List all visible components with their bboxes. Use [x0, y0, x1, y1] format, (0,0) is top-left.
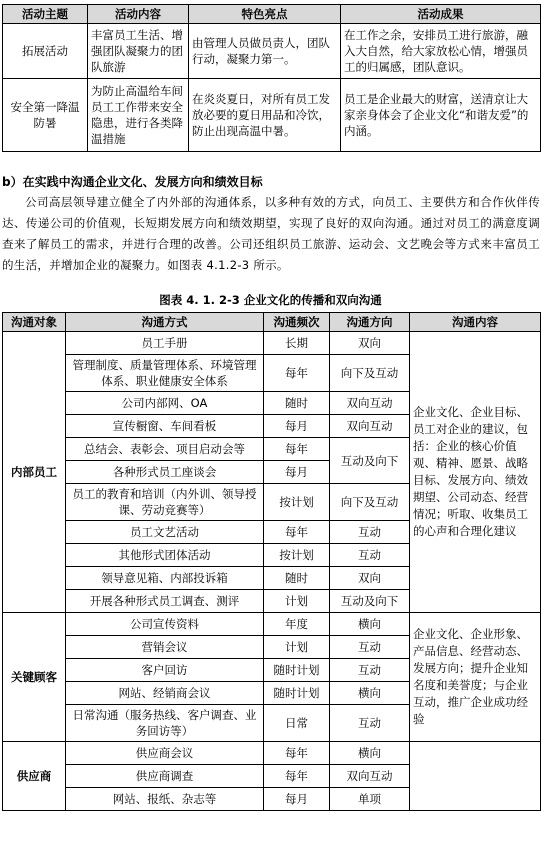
- dir-cell: 双向互动: [330, 415, 410, 438]
- method-cell: 公司内部网、OA: [66, 392, 264, 415]
- freq-cell: 随时计划: [264, 682, 330, 705]
- dir-cell: 互动及向下: [330, 438, 410, 484]
- method-cell: 各种形式员工座谈会: [66, 461, 264, 484]
- dir-cell: 双向互动: [330, 392, 410, 415]
- freq-cell: 每年: [264, 521, 330, 544]
- table-row: [3, 742, 541, 765]
- method-cell: 其他形式团体活动: [66, 544, 264, 567]
- method-cell: 管理制度、质量管理体系、环境管理体系、职业健康安全体系: [66, 355, 264, 392]
- freq-cell: 按计划: [264, 484, 330, 521]
- group-content: 企业文化、企业形象、产品信息、经营动态、发展方向；提升企业知名度和美誉度；与企业互动，推广企业成功经验: [410, 613, 541, 742]
- activity-table-header: [3, 5, 541, 24]
- method-cell: 网站、报纸、杂志等: [66, 788, 264, 811]
- activity-result: 员工是企业最大的财富，送清京让大家亲身体会了企业文化“和谐友爱”的内涵。: [341, 79, 541, 152]
- activity-content: 丰富员工生活、增强团队凝聚力的团队旅游: [88, 24, 189, 79]
- freq-cell: 每月: [264, 415, 330, 438]
- method-cell: 网站、经销商会议: [66, 682, 264, 705]
- freq-cell: 随时: [264, 392, 330, 415]
- activity-theme: 安全第一降温防暑: [3, 79, 88, 152]
- section-paragraph: 公司高层领导建立健全了内外部的沟通体系，以多种有效的方式，向员工、主要供方和合作伙伴传达、传递公司的价值观，长短期发展方向和绩效期望，实现了良好的双向沟通。通过对员工的满意度调查来了解员工的需求，并进行合理的改善。公司还组织员工旅游、运动会、文艺晚会等方式来丰富员工的生活，并增加企业的凝聚力。如图表 4.1.2-3 所示。: [2, 195, 540, 272]
- freq-cell: 每年: [264, 438, 330, 461]
- freq-cell: 计划: [264, 636, 330, 659]
- dir-cell: 互动: [330, 521, 410, 544]
- method-cell: 日常沟通（服务热线、客户调查、业务回访等）: [66, 705, 264, 742]
- method-cell: 宣传橱窗、车间看板: [66, 415, 264, 438]
- header-cell: 活动成果: [341, 5, 541, 24]
- header-cell: 特色亮点: [189, 5, 341, 24]
- activity-theme: 拓展活动: [3, 24, 88, 79]
- method-cell: 员工的教育和培训（内外训、领导授课、劳动竞赛等）: [66, 484, 264, 521]
- header-cell: 沟通频次: [264, 313, 330, 332]
- dir-cell: 向下及互动: [330, 484, 410, 521]
- method-cell: 供应商会议: [66, 742, 264, 765]
- table-row: [3, 79, 541, 152]
- header-cell: 沟通方向: [330, 313, 410, 332]
- method-cell: 客户回访: [66, 659, 264, 682]
- freq-cell: 每年: [264, 742, 330, 765]
- dir-cell: 横向: [330, 613, 410, 636]
- group-name: 供应商: [3, 742, 66, 811]
- table-row: [3, 24, 541, 79]
- dir-cell: 互动: [330, 659, 410, 682]
- method-cell: 公司宣传资料: [66, 613, 264, 636]
- freq-cell: 按计划: [264, 544, 330, 567]
- freq-cell: 每年: [264, 355, 330, 392]
- freq-cell: 日常: [264, 705, 330, 742]
- activity-highlight: 在炎炎夏日，对所有员工发放必要的夏日用品和冷饮，防止出现高温中暑。: [189, 79, 341, 152]
- method-cell: 供应商调查: [66, 765, 264, 788]
- dir-cell: 向下及互动: [330, 355, 410, 392]
- method-cell: 领导意见箱、内部投诉箱: [66, 567, 264, 590]
- freq-cell: 长期: [264, 332, 330, 355]
- communication-table: [2, 312, 541, 811]
- method-cell: 开展各种形式员工调查、测评: [66, 590, 264, 613]
- section-heading: b）在实践中沟通企业文化、发展方向和绩效目标: [2, 175, 263, 189]
- freq-cell: 计划: [264, 590, 330, 613]
- method-cell: 员工文艺活动: [66, 521, 264, 544]
- freq-cell: 随时: [264, 567, 330, 590]
- activity-highlight: 由管理人员做员责人，团队行动，凝聚力第一。: [189, 24, 341, 79]
- dir-cell: 互动及向下: [330, 590, 410, 613]
- freq-cell: 每年: [264, 765, 330, 788]
- method-cell: 员工手册: [66, 332, 264, 355]
- freq-cell: 年度: [264, 613, 330, 636]
- dir-cell: 横向: [330, 682, 410, 705]
- header-cell: 沟通方式: [66, 313, 264, 332]
- table-caption: 图表 4. 1. 2-3 企业文化的传播和双向沟通: [159, 293, 382, 307]
- dir-cell: 单项: [330, 788, 410, 811]
- header-cell: 活动内容: [88, 5, 189, 24]
- dir-cell: 互动: [330, 705, 410, 742]
- activity-content: 为防止高温给车间员工工作带来安全隐患，进行各类降温措施: [88, 79, 189, 152]
- table-row: [3, 332, 541, 355]
- dir-cell: 互动: [330, 544, 410, 567]
- activity-result: 在工作之余，安排员工进行旅游，融入大自然，给大家放松心情，增强员工的归属感，团队意识。: [341, 24, 541, 79]
- header-cell: 活动主题: [3, 5, 88, 24]
- communication-table-header: [3, 313, 541, 332]
- group-name: 关键顾客: [3, 613, 66, 742]
- group-name: 内部员工: [3, 332, 66, 613]
- group-content: [410, 742, 541, 811]
- dir-cell: 双向: [330, 332, 410, 355]
- dir-cell: 互动: [330, 636, 410, 659]
- dir-cell: 双向: [330, 567, 410, 590]
- dir-cell: 横向: [330, 742, 410, 765]
- freq-cell: 随时计划: [264, 659, 330, 682]
- group-content: 企业文化、企业目标、员工对企业的建议，包括：企业的核心价值观、精神、愿景、战略目标、发展方向、绩效期望、公司动态、经营情况；听取、收集员工的心声和合理化建议: [410, 332, 541, 613]
- method-cell: 总结会、表彰会、项目启动会等: [66, 438, 264, 461]
- method-cell: 营销会议: [66, 636, 264, 659]
- header-cell: 沟通对象: [3, 313, 66, 332]
- freq-cell: 每月: [264, 461, 330, 484]
- table-row: [3, 613, 541, 636]
- activity-table: [2, 4, 541, 152]
- freq-cell: 每月: [264, 788, 330, 811]
- dir-cell: 双向互动: [330, 765, 410, 788]
- header-cell: 沟通内容: [410, 313, 541, 332]
